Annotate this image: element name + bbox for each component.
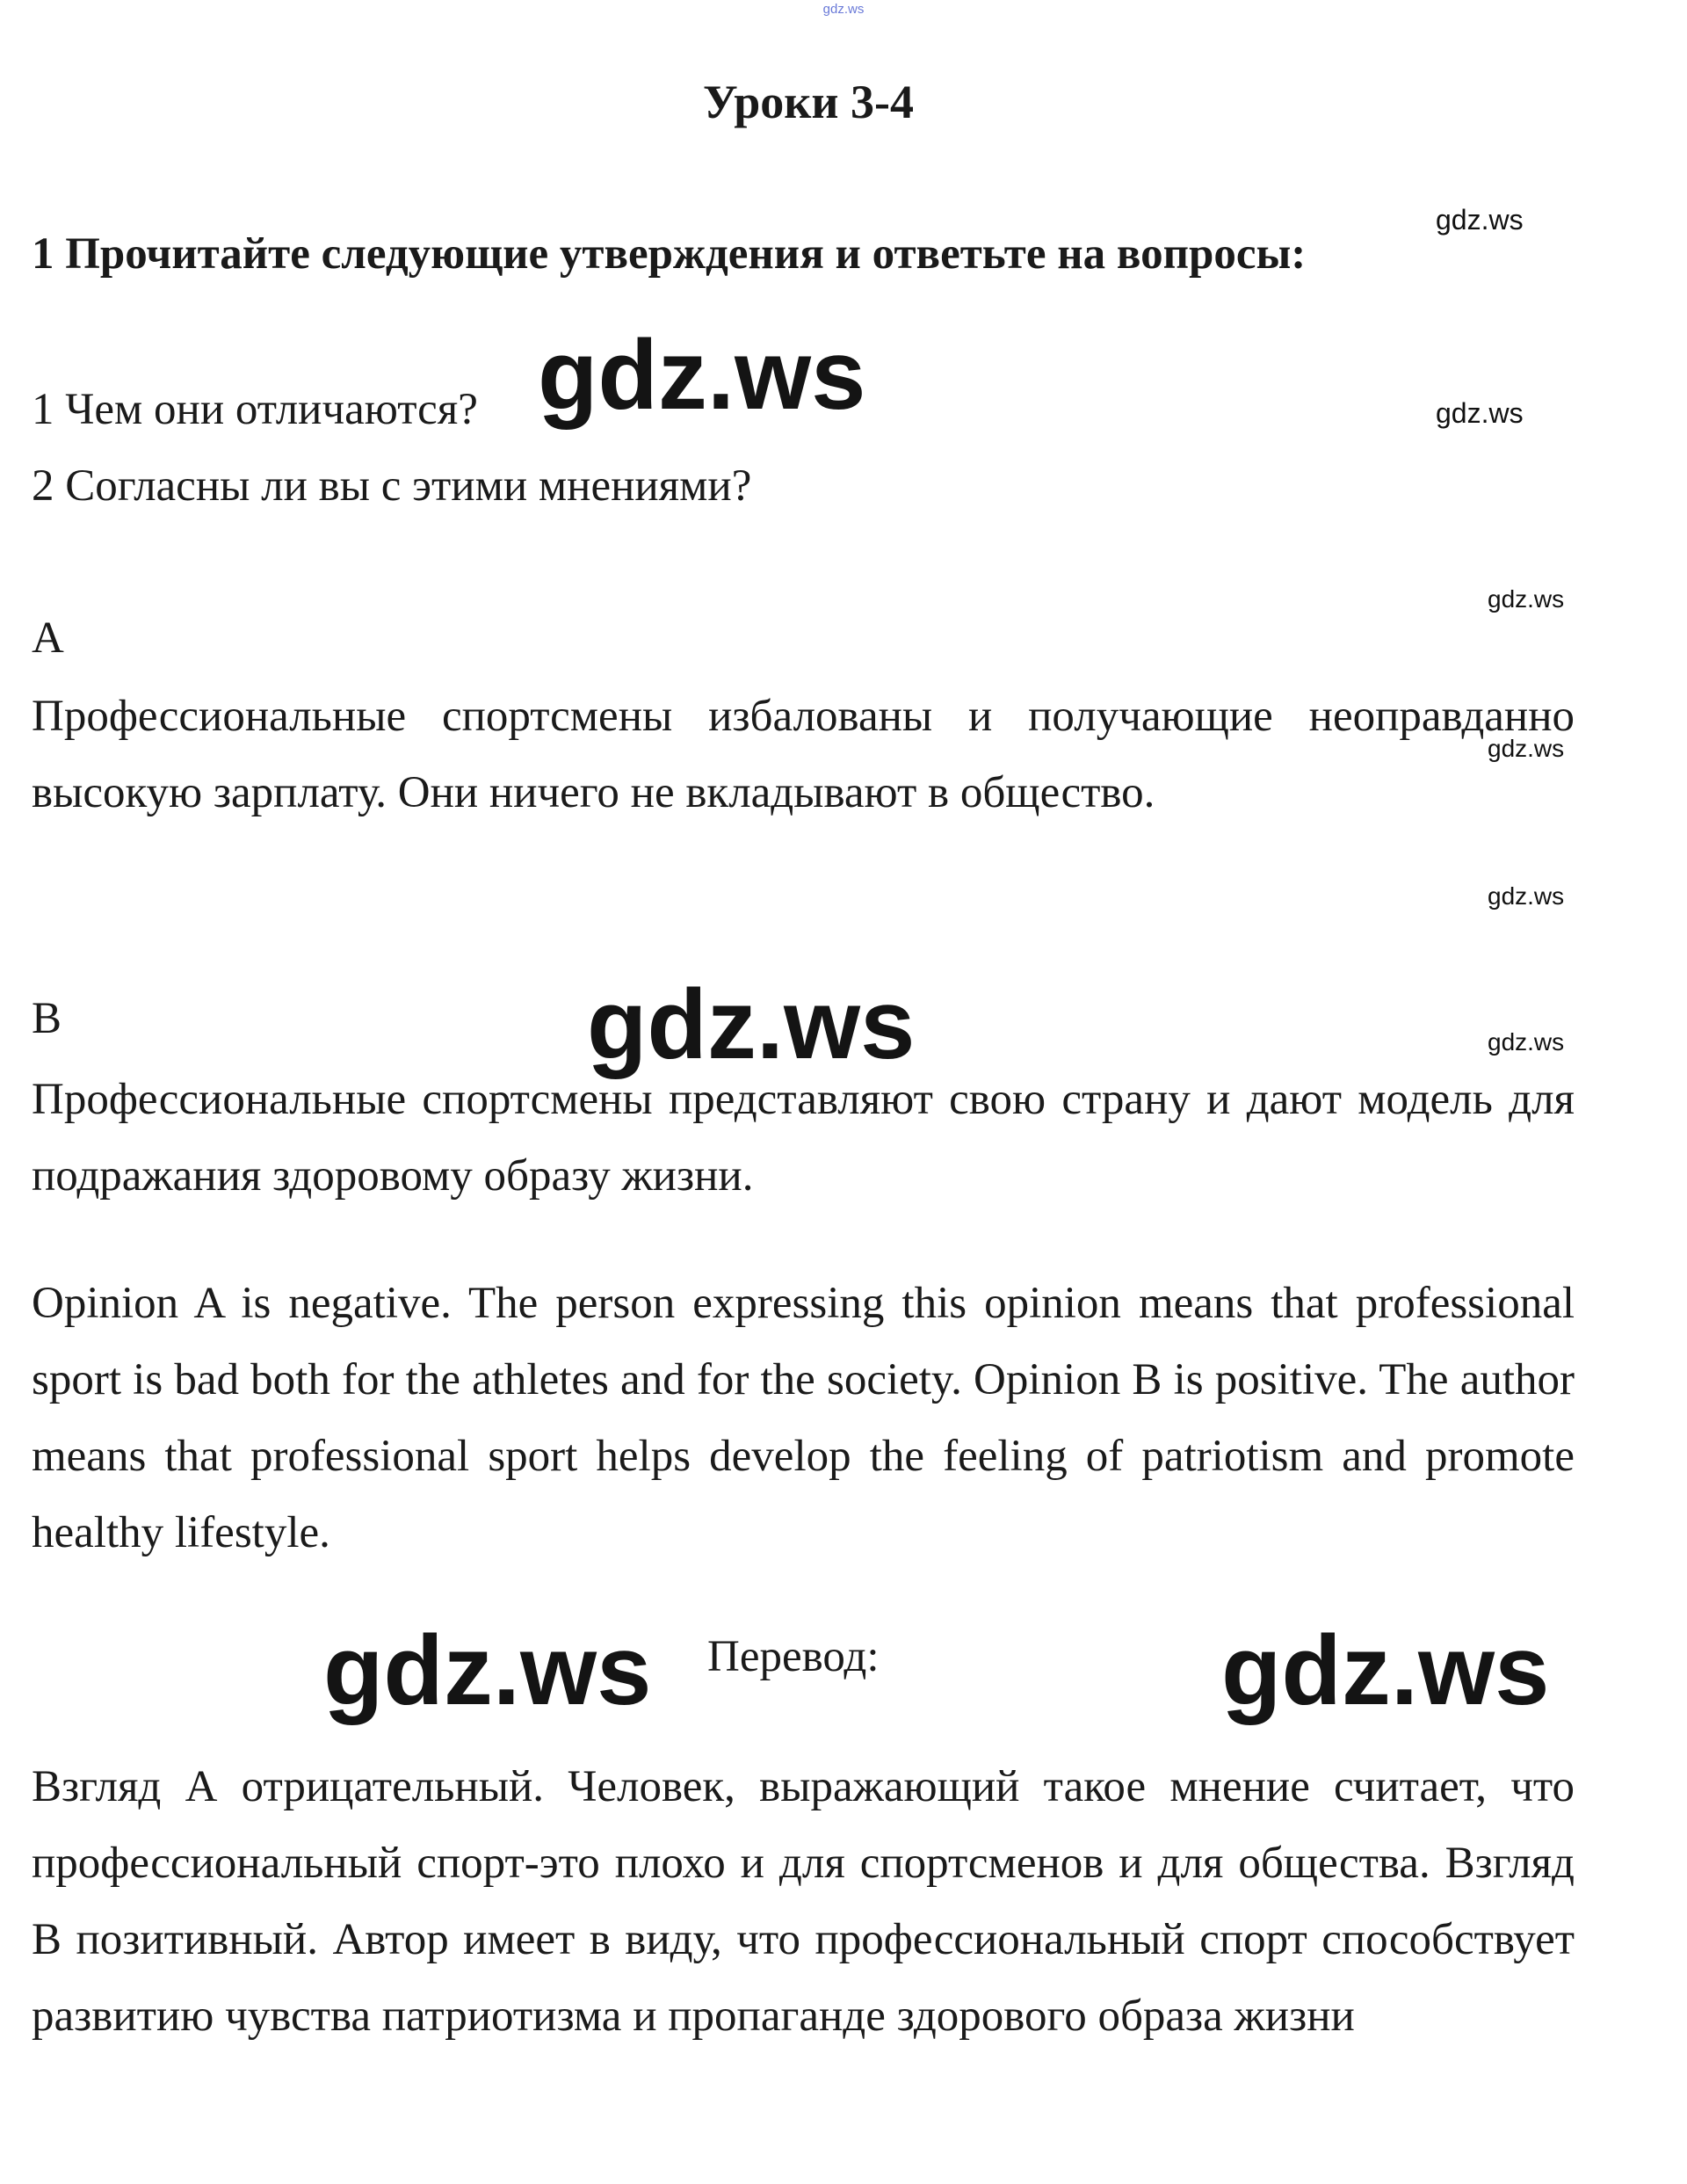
statement-a-label: A	[32, 613, 64, 663]
watermark: gdz.ws	[1488, 735, 1565, 762]
translation-label: Перевод:	[707, 1632, 880, 1681]
watermark: gdz.ws	[1488, 882, 1565, 910]
watermark: gdz.ws	[1436, 204, 1524, 236]
watermark: gdz.ws	[1436, 397, 1524, 429]
question-1: 1 Чем они отличаются?	[32, 385, 478, 434]
large-watermark: gdz.ws	[538, 320, 866, 430]
statement-a-text: Профессиональные спортсмены избалованы и получающие неоправданно высокую зарплату. Они ничего не вкладывают в общество.	[32, 692, 1575, 817]
question-2: 2 Согласны ли вы с этими мнениями?	[32, 461, 752, 511]
answer-english: Opinion A is negative. The person expressing this opinion means that professional sport is bad both for the athletes and for the society. Opinion B is positive. The author means that professional sport helps develop the feeling of patriotism and promote healthy lifestyle.	[32, 1279, 1575, 1557]
statement-b-text: Профессиональные спортсмены представляют свою страну и дают модель для подражания здоровому образу жизни.	[32, 1075, 1575, 1201]
large-watermark: gdz.ws	[1221, 1615, 1550, 1725]
answer-russian: Взгляд А отрицательный. Человек, выражающий такое мнение считает, что профессиональный спорт-это плохо и для спортсменов и для общества. Взгляд В позитивный. Автор имеет в виду, что профессиональный спорт способствует развитию чувства патриотизма и пропаганде здорового образа жизни	[32, 1762, 1575, 2041]
watermark: gdz.ws	[1488, 585, 1565, 613]
top-watermark: gdz.ws	[822, 2, 865, 17]
page-title: Уроки 3-4	[703, 76, 914, 128]
watermark: gdz.ws	[1488, 1028, 1565, 1056]
task-heading: 1 Прочитайте следующие утверждения и ответьте на вопросы:	[32, 229, 1307, 279]
statement-b-label: B	[32, 994, 62, 1043]
large-watermark: gdz.ws	[323, 1615, 652, 1725]
large-watermark: gdz.ws	[587, 969, 916, 1079]
